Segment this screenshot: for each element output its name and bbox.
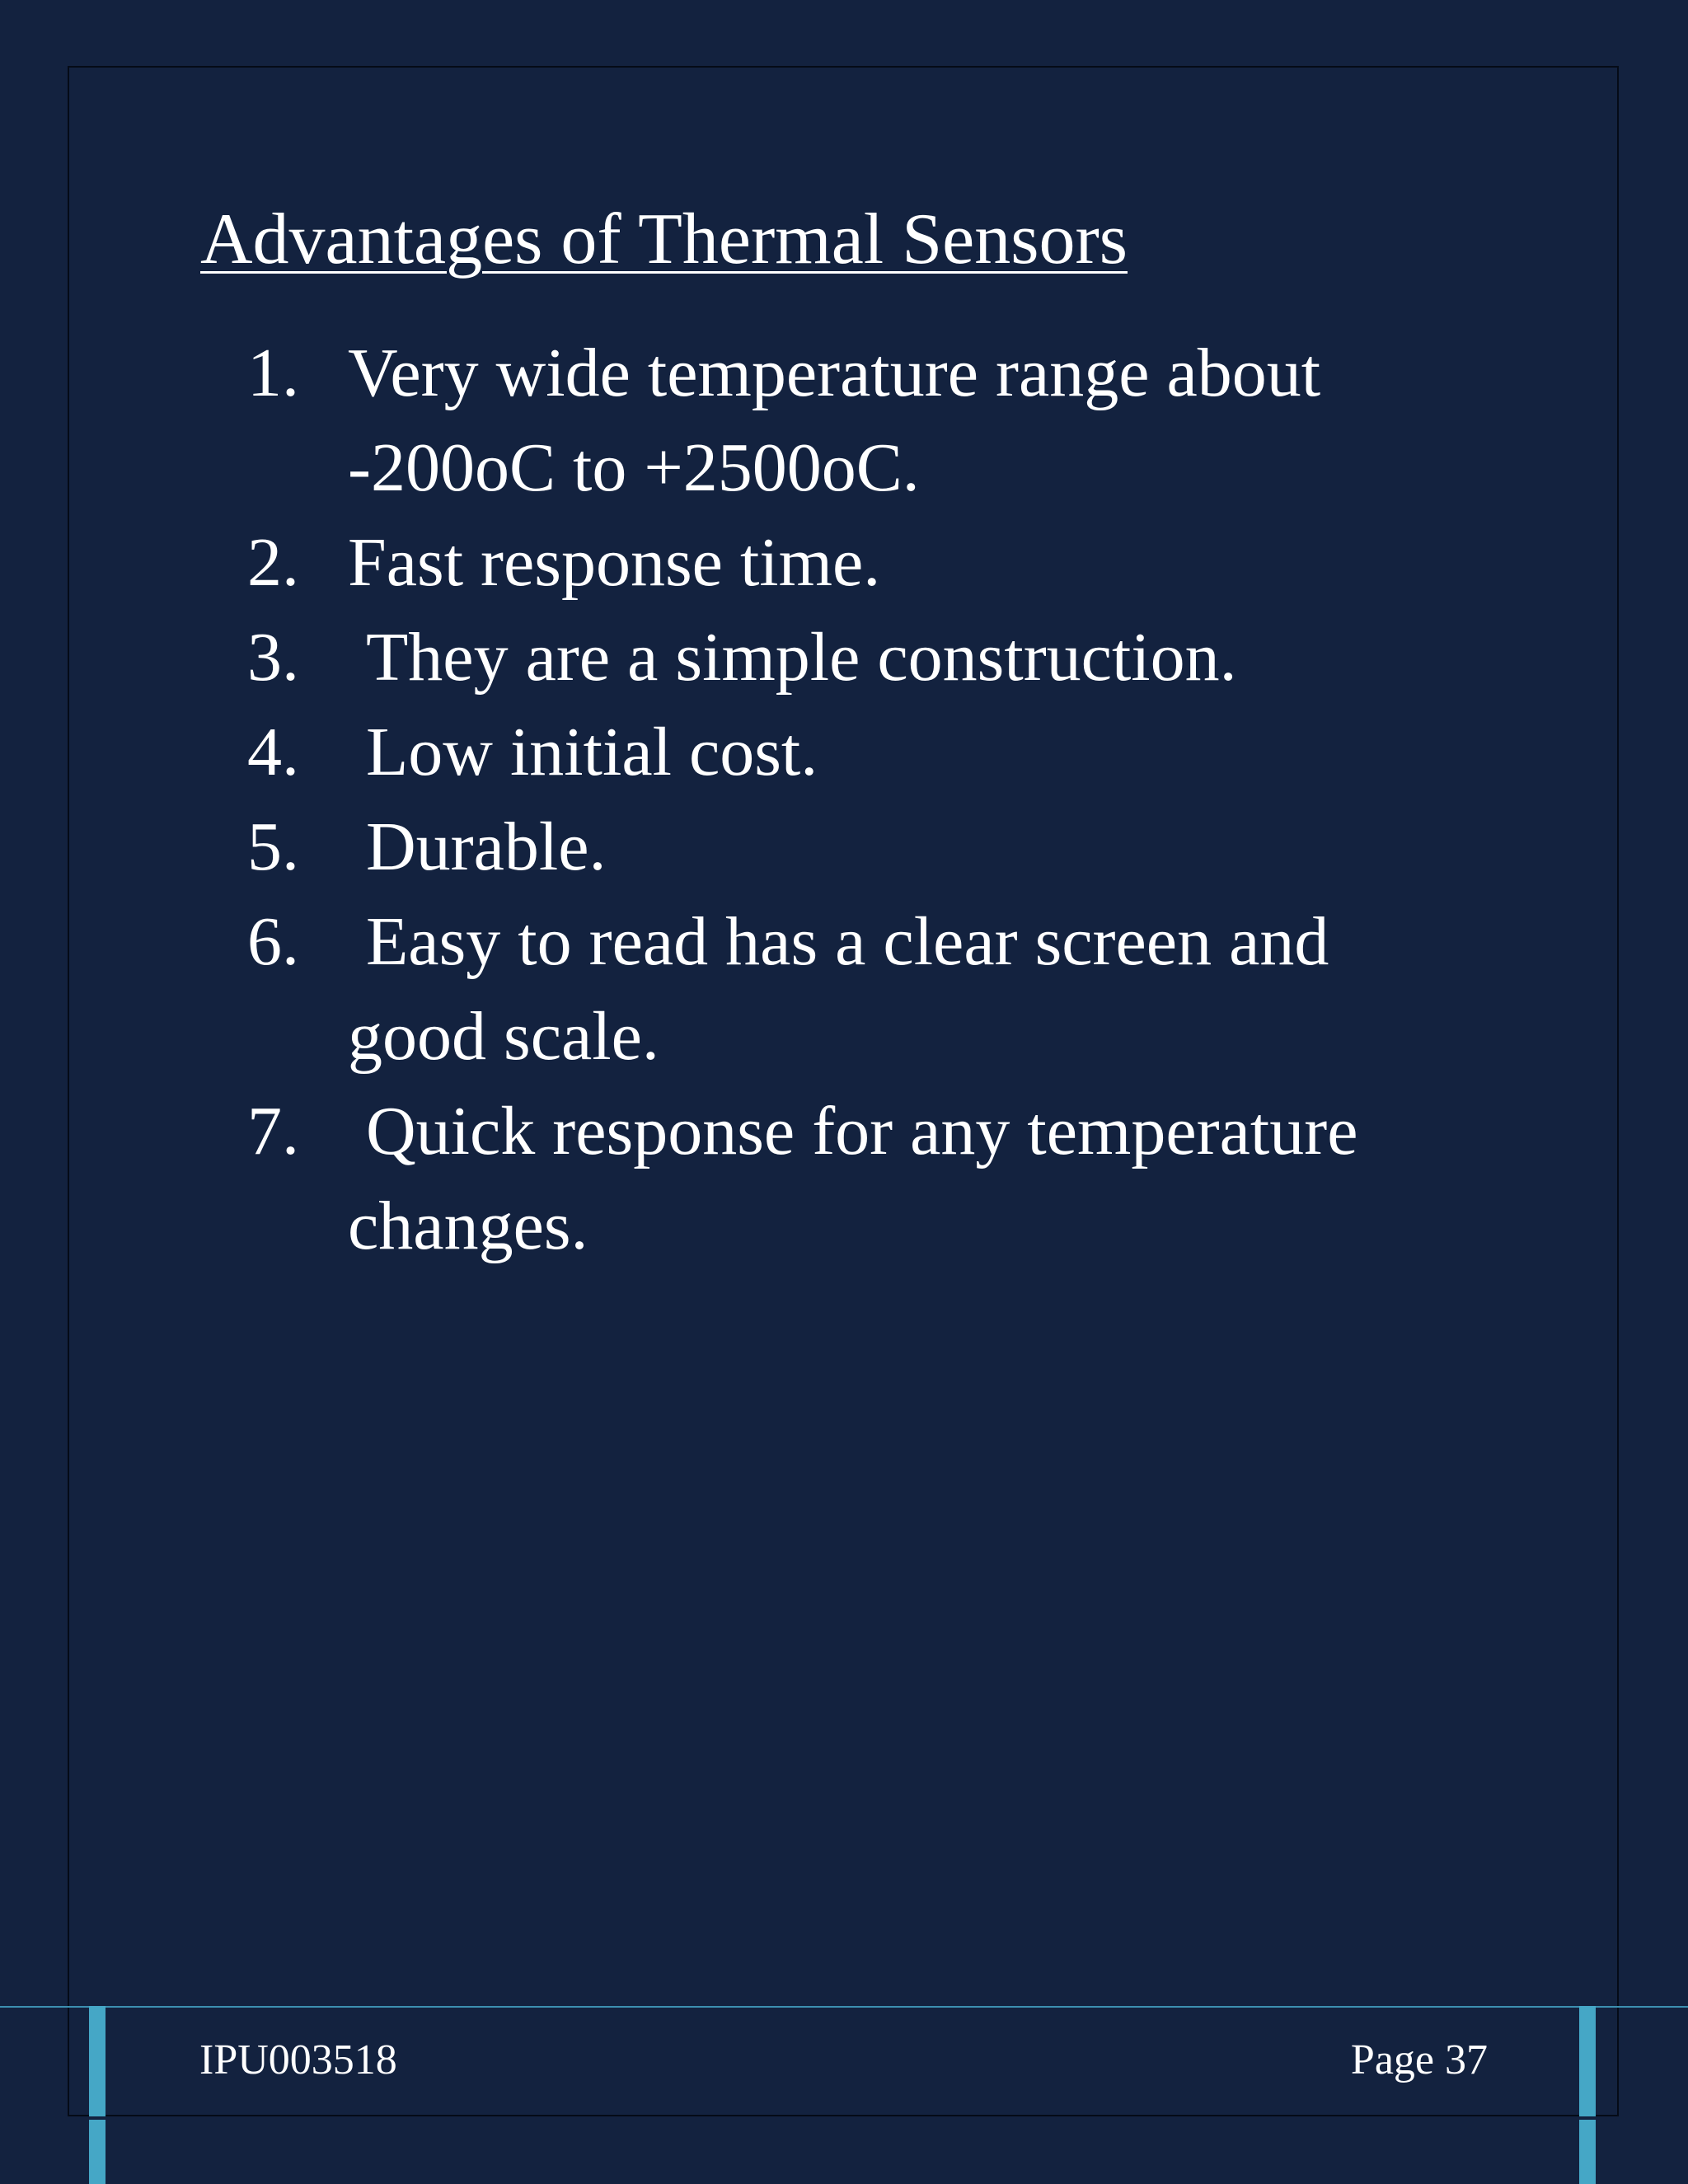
list-number: 1.: [247, 335, 299, 411]
list-item: [247, 326, 1467, 515]
footer-page-number: Page 37: [1350, 2036, 1488, 2083]
list-item: [247, 515, 1467, 610]
advantages-list: [247, 326, 1467, 1273]
footer-accent-bar-left: [89, 2006, 106, 2184]
list-item: [247, 799, 1467, 894]
list-number: 4.: [247, 714, 299, 790]
list-text: Very wide temperature range about -200oC to +2500oC.: [348, 335, 1321, 506]
list-number: 2.: [247, 524, 299, 601]
list-text: Low initial cost.: [366, 714, 818, 790]
list-text: Quick response for any temperature changes.: [348, 1093, 1358, 1264]
list-number: 7.: [247, 1093, 299, 1169]
list-text: Durable.: [366, 808, 607, 885]
list-number: 6.: [247, 903, 299, 980]
list-number: 3.: [247, 619, 299, 696]
footer-divider: [0, 2006, 1688, 2008]
footer-document-id: IPU003518: [199, 2036, 397, 2083]
list-item: [247, 610, 1467, 705]
list-item: [247, 705, 1467, 799]
list-number: 5.: [247, 808, 299, 885]
page-title: Advantages of Thermal Sensors: [200, 199, 1128, 279]
list-text: Easy to read has a clear screen and good scale.: [348, 903, 1329, 1075]
list-item: [247, 1084, 1467, 1273]
list-item: [247, 894, 1467, 1084]
list-text: Fast response time.: [348, 524, 881, 601]
footer-accent-bar-right: [1579, 2006, 1596, 2184]
list-text: They are a simple construction.: [366, 619, 1237, 696]
